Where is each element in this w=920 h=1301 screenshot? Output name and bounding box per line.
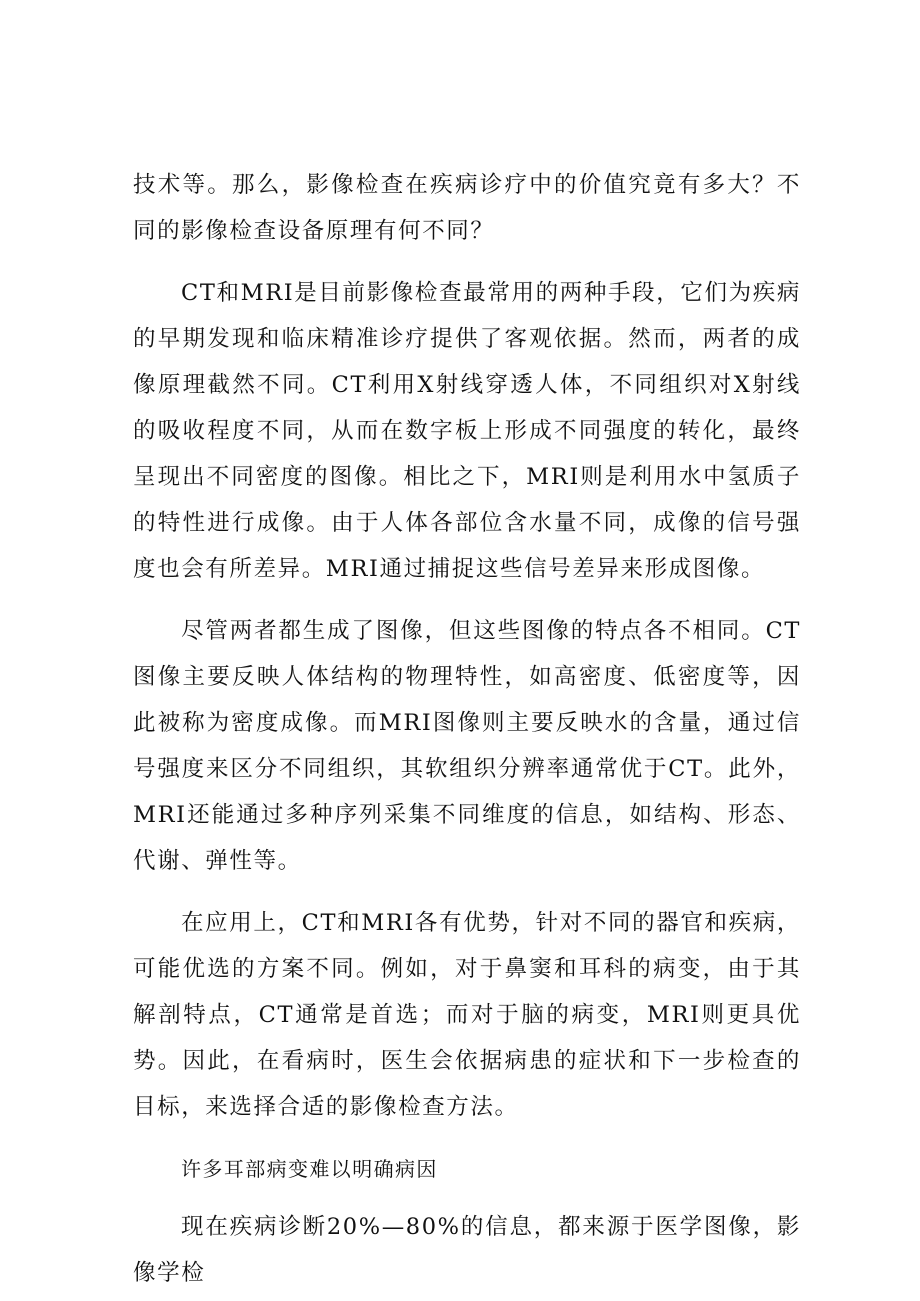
paragraph-image-characteristics: 尽管两者都生成了图像，但这些图像的特点各不相同。CT图像主要反映人体结构的物理特性，如高密度、低密度等，因此被称为密度成像。而MRI图像则主要反映水的含量，通过信号强度来区分不同组织，其软组织分辨率通常优于CT。此外，MRI还能通过多种序列采集不同维度的信息，如结构、形态、代谢、弹性等。 — [133, 618, 801, 874]
section-heading: 许多耳部病变难以明确病因 — [181, 1157, 438, 1181]
paragraph-diagnosis-info: 现在疾病诊断20%—80%的信息，都来源于医学图像，影像学检 — [133, 1214, 801, 1286]
document-body — [133, 162, 801, 1296]
paragraph-continuation: 技术等。那么，影像检查在疾病诊疗中的价值究竟有多大？不同的影像检查设备原理有何不同？ — [133, 172, 801, 244]
paragraph-ct-mri-principles: CT和MRI是目前影像检查最常用的两种手段，它们为疾病的早期发现和临床精准诊疗提供了客观依据。然而，两者的成像原理截然不同。CT利用X射线穿透人体，不同组织对X射线的吸收程度不同，从而在数字板上形成不同强度的转化，最终呈现出不同密度的图像。相比之下，MRI则是利用水中氢质子的特性进行成像。由于人体各部位含水量不同，成像的信号强度也会有所差异。MRI通过捕捉这些信号差异来形成图像。 — [133, 280, 801, 582]
paragraph-applications: 在应用上，CT和MRI各有优势，针对不同的器官和疾病，可能优选的方案不同。例如，对于鼻窦和耳科的病变，由于其解剖特点，CT通常是首选；而对于脑的病变，MRI则更具优势。因此，在看病时，医生会依据病患的症状和下一步检查的目标，来选择合适的影像检查方法。 — [133, 910, 801, 1120]
